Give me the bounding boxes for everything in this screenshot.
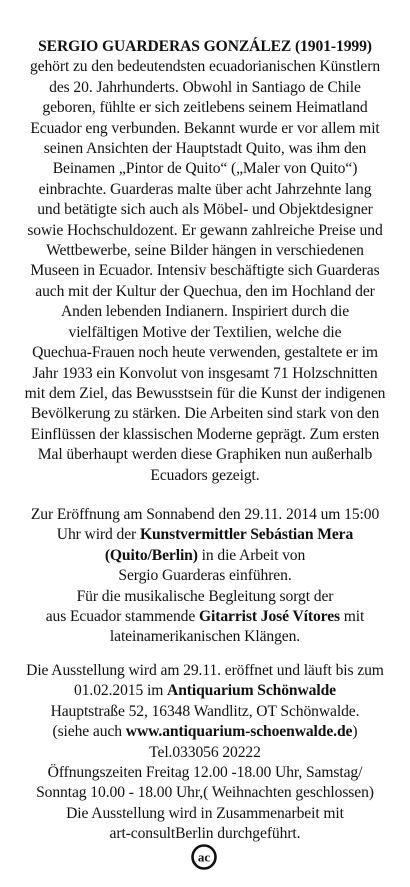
opening-text: in die Arbeit von [197, 546, 306, 564]
bio-line: Quechua-Frauen noch heute verwenden, gestaltete er im [32, 344, 378, 362]
bio-line: und betätigte sich auch als Möbel- und Objektdesigner [37, 201, 373, 219]
ac-monogram-logo-icon [191, 844, 217, 870]
artist-biography [20, 37, 390, 486]
opening-speaker-line-2 [20, 546, 390, 566]
opening-hours-line-2: Sonntag 10.00 - 18.00 Uhr,( Weihnachten geschlossen) [36, 784, 374, 802]
website-suffix: ) [352, 723, 358, 741]
opening-text: Uhr wird der [56, 526, 140, 544]
bio-line: seinen Ansichten der Hauptstadt Quito, was ihm den [43, 140, 367, 158]
opening-intro-line: Sergio Guarderas einführen. [118, 567, 292, 585]
bio-line: geboren, fühlte er sich zeitlebens seinem Heimatland [42, 99, 368, 117]
exhibition-dates-line: Die Ausstellung wird am 29.11. eröffnet und läuft bis zum [26, 662, 384, 679]
speaker-location: (Quito/Berlin) [104, 546, 198, 564]
bio-line: Ecuador eng verbunden. Bekannt wurde er vor allem mit [30, 119, 380, 137]
bio-line: Jahr 1933 ein Konvolut von insgesamt 71 Holzschnitten [32, 364, 378, 382]
venue-name: Antiquarium Schönwalde [167, 682, 336, 700]
logo-monogram-text: ac [197, 849, 211, 865]
bio-line: vielfältigen Motive der Textilien, welche die [68, 323, 342, 341]
bio-line: des 20. Jahrhunderts. Obwohl in Santiago de Chile [49, 78, 361, 96]
bio-line: sowie Hochschuldozent. Er gewann zahlreiche Preise und [27, 221, 383, 239]
music-line: Für die musikalische Begleitung sorgt der [76, 587, 334, 605]
cooperation-partner-line: art-consultBerlin durchgeführt. [109, 825, 301, 843]
exhibition-info [20, 661, 390, 845]
opening-hours-line: Öffnungszeiten Freitag 12.00 -18.00 Uhr, Samstag/ [47, 764, 363, 782]
website-line [20, 722, 390, 742]
bio-line: gehört zu den bedeutendsten ecuadorianischen Künstlern [29, 58, 381, 76]
exhibition-end-date: 01.02.2015 im [74, 682, 168, 700]
bio-line: Anden lebenden Indianern. Inspiriert durch die [60, 303, 350, 321]
cooperation-line: Die Ausstellung wird in Zusammenarbeit mit [66, 804, 344, 822]
speaker-name: Kunstvermittler Sebástian Mera [139, 526, 354, 544]
bio-line: Museen in Ecuador. Intensiv beschäftigte sich Guarderas [30, 262, 380, 280]
bio-line: auch mit der Kultur der Quechua, den im Hochland der [35, 282, 375, 300]
exhibition-venue-line [20, 681, 390, 701]
music-text: mit [339, 608, 365, 626]
music-style-line: lateinamerikanischen Klängen. [109, 628, 301, 646]
music-text: aus Ecuador stammende [45, 608, 199, 626]
bio-line: Ecuadors gezeigt. [150, 466, 260, 484]
bio-line: Wettbewerbe, seine Bilder hängen in verschiedenen [46, 242, 364, 260]
bio-line: einbrachte. Guarderas malte über acht Jahrzehnte lang [38, 180, 372, 198]
website-link[interactable]: www.antiquarium-schoenwalde.de [125, 723, 353, 741]
artist-heading: SERGIO GUARDERAS GONZÁLEZ (1901-1999) [38, 38, 372, 55]
guitarist-line [20, 607, 390, 627]
guitarist-name: Gitarrist José Vítores [198, 608, 340, 626]
venue-address: Hauptstraße 52, 16348 Wandlitz, OT Schönwalde. [50, 702, 360, 720]
bio-line: Beinamen „Pintor de Quito“ („Maler von Quito“) [52, 160, 358, 178]
bio-line: Bevölkerung zu stärken. Die Arbeiten sind stark von den [30, 405, 380, 423]
bio-line: Einflüssen der klassischen Moderne geprägt. Zum ersten [30, 425, 380, 443]
opening-speaker-line [20, 525, 390, 545]
opening-announcement [20, 505, 390, 648]
opening-date-line: Zur Eröffnung am Sonnabend den 29.11. 2014 um 15:00 [30, 506, 380, 523]
bio-line: mit dem Ziel, das Bewusstsein für die Kunst der indigenen [24, 384, 386, 402]
website-prefix: (siehe auch [52, 723, 126, 741]
bio-line: Mal überhaupt werden diese Graphiken nun außerhalb [37, 446, 373, 464]
phone-number: Tel.033056 20222 [149, 743, 261, 761]
